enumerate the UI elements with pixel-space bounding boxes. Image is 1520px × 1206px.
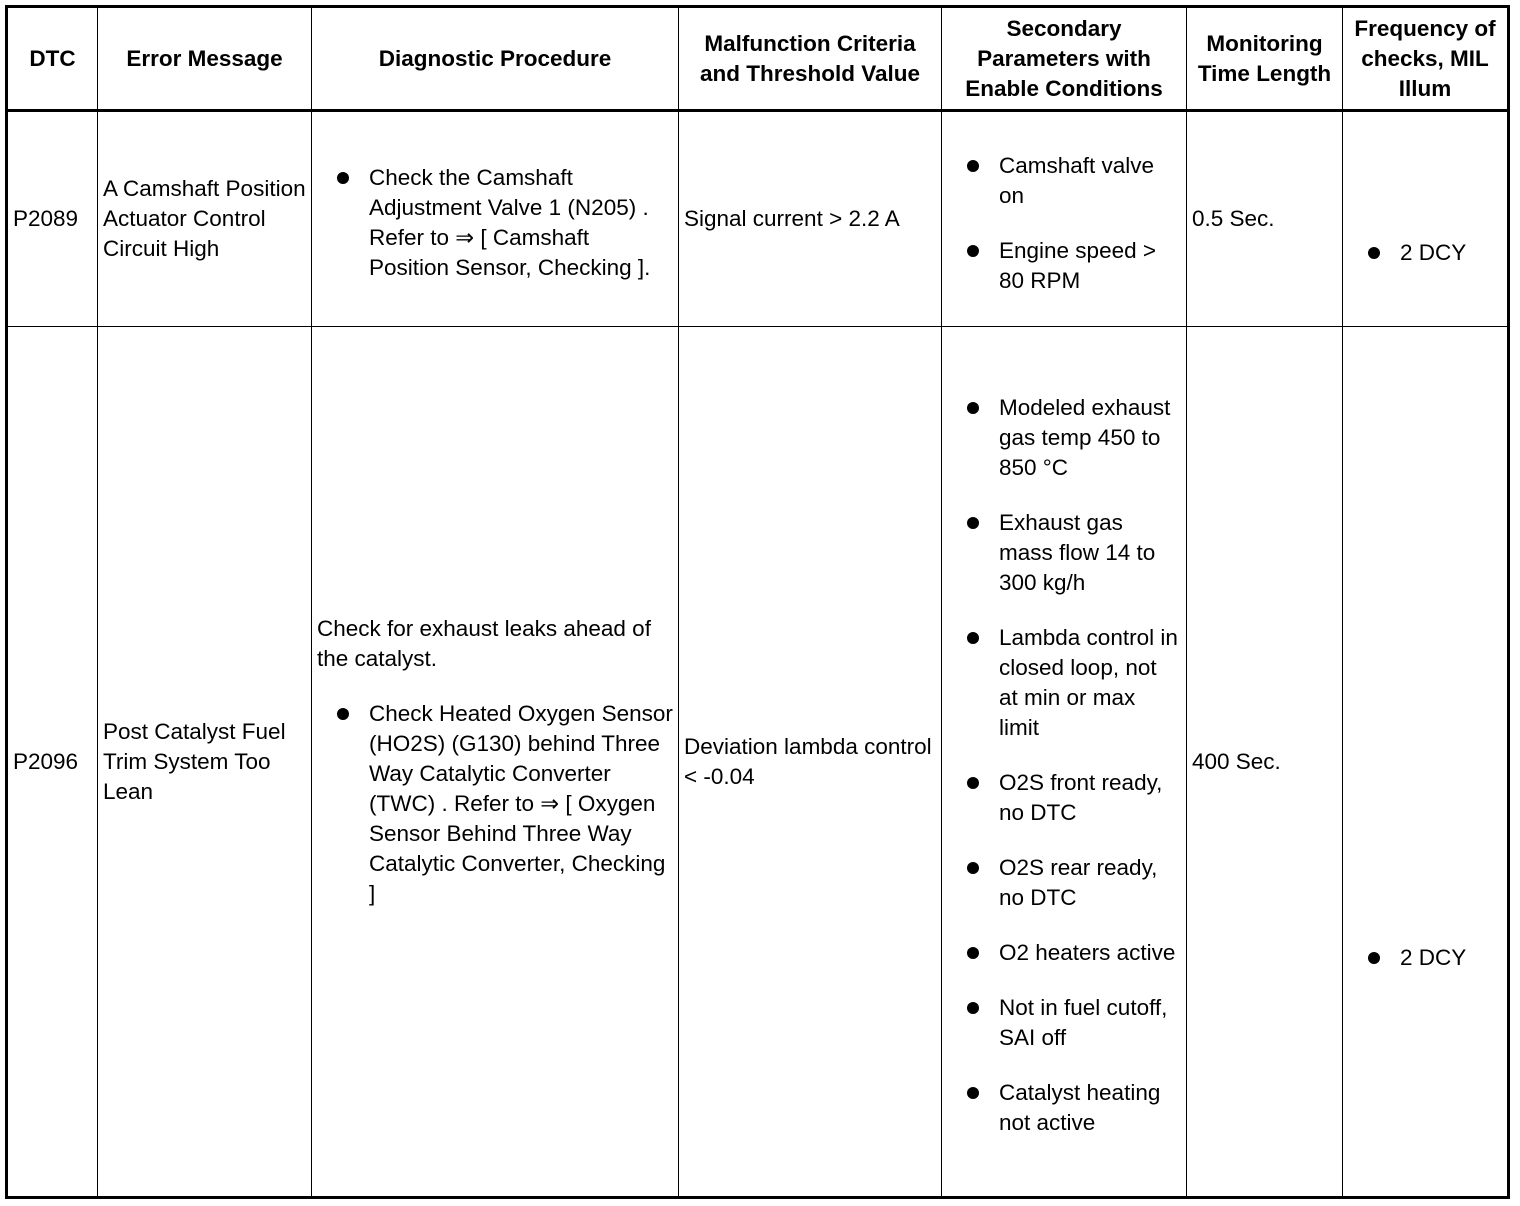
- bullet-icon: [1368, 247, 1380, 259]
- secondary-parameters: [942, 111, 1187, 327]
- secondary-item: Exhaust gas mass flow 14 to 300 kg/h: [947, 508, 1181, 598]
- error-message: A Camshaft Position Actuator Control Circuit High: [98, 111, 312, 327]
- monitoring-time: 400 Sec.: [1187, 327, 1343, 1198]
- header-row: [7, 7, 1509, 111]
- header-malfunction-criteria: Malfunction Criteria and Threshold Value: [679, 7, 942, 111]
- secondary-parameters: [942, 327, 1187, 1198]
- frequency-list: [1348, 238, 1502, 268]
- secondary-item: Lambda control in closed loop, not at min or max limit: [947, 623, 1181, 743]
- procedure-item: Check the Camshaft Adjustment Valve 1 (N205) . Refer to ⇒ [ Camshaft Position Sensor, Checking ].: [317, 163, 673, 283]
- dtc-table: [5, 5, 1510, 1199]
- secondary-item: Modeled exhaust gas temp 450 to 850 °C: [947, 393, 1181, 483]
- bullet-icon: [337, 708, 349, 720]
- frequency-list: [1348, 943, 1502, 973]
- bullet-icon: [967, 1087, 979, 1099]
- procedure-list: [317, 699, 673, 909]
- frequency: [1343, 327, 1509, 1198]
- diagnostic-procedure: [312, 111, 679, 327]
- bullet-icon: [967, 777, 979, 789]
- bullet-icon: [967, 160, 979, 172]
- malfunction-criteria: Deviation lambda control < -0.04: [679, 327, 942, 1198]
- dtc-code: P2089: [7, 111, 98, 327]
- secondary-item: O2S front ready, no DTC: [947, 768, 1181, 828]
- bullet-icon: [967, 862, 979, 874]
- error-message: Post Catalyst Fuel Trim System Too Lean: [98, 327, 312, 1198]
- secondary-list: [947, 393, 1181, 1138]
- malfunction-criteria: Signal current > 2.2 A: [679, 111, 942, 327]
- bullet-icon: [337, 172, 349, 184]
- bullet-icon: [967, 402, 979, 414]
- procedure-intro: Check for exhaust leaks ahead of the catalyst.: [317, 616, 651, 671]
- header-secondary-parameters: Secondary Parameters with Enable Conditions: [942, 7, 1187, 111]
- bullet-icon: [967, 517, 979, 529]
- header-frequency: Frequency of checks, MIL Illum: [1343, 7, 1509, 111]
- procedure-item: Check Heated Oxygen Sensor (HO2S) (G130) behind Three Way Catalytic Converter (TWC) . Refer to ⇒ [ Oxygen Sensor Behind Three Way Catalytic Converter, Checking ]: [317, 699, 673, 909]
- diagnostic-procedure: [312, 327, 679, 1198]
- bullet-icon: [967, 1002, 979, 1014]
- header-monitoring-time: Monitoring Time Length: [1187, 7, 1343, 111]
- bullet-icon: [967, 947, 979, 959]
- header-dtc: DTC: [7, 7, 98, 111]
- table-row: [7, 111, 1509, 327]
- dtc-code: P2096: [7, 327, 98, 1198]
- secondary-item: O2 heaters active: [947, 938, 1181, 968]
- secondary-item: Catalyst heating not active: [947, 1078, 1181, 1138]
- procedure-list: [317, 163, 673, 283]
- frequency-item: 2 DCY: [1348, 943, 1502, 973]
- secondary-item: Not in fuel cutoff, SAI off: [947, 993, 1181, 1053]
- frequency-item: 2 DCY: [1348, 238, 1502, 268]
- table-row: [7, 327, 1509, 1198]
- header-diagnostic-procedure: Diagnostic Procedure: [312, 7, 679, 111]
- secondary-item: O2S rear ready, no DTC: [947, 853, 1181, 913]
- bullet-icon: [967, 632, 979, 644]
- secondary-item: Camshaft valve on: [947, 151, 1181, 211]
- secondary-item: Engine speed > 80 RPM: [947, 236, 1181, 296]
- bullet-icon: [967, 245, 979, 257]
- secondary-list: [947, 151, 1181, 296]
- header-error-message: Error Message: [98, 7, 312, 111]
- bullet-icon: [1368, 952, 1380, 964]
- monitoring-time: 0.5 Sec.: [1187, 111, 1343, 327]
- frequency: [1343, 111, 1509, 327]
